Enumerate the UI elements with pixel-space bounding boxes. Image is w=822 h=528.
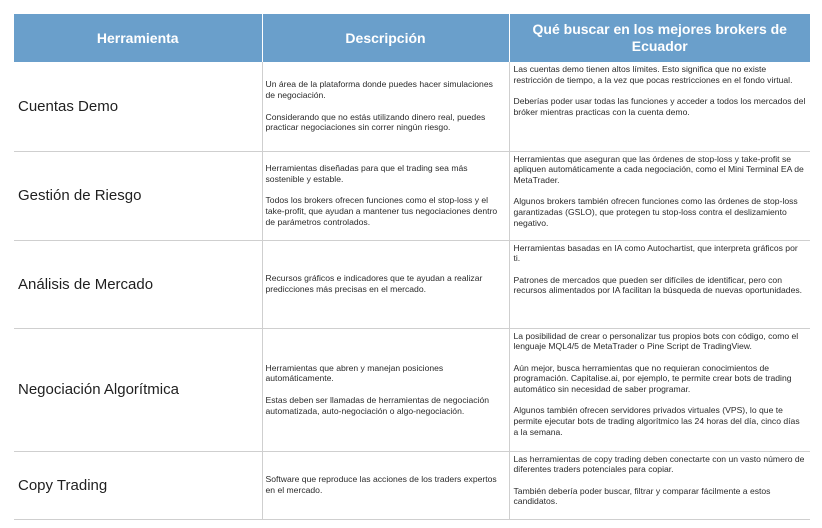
header-tool: Herramienta bbox=[14, 14, 262, 62]
tool-description bbox=[262, 328, 509, 451]
what-paragraph: Las herramientas de copy trading deben conectarte con un vasto número de diferentes traders potenciales para copiar. bbox=[513, 453, 805, 475]
header-what-to-look-for: Qué buscar en los mejores brokers de Ecuador bbox=[509, 14, 810, 62]
description-paragraph: Herramientas que abren y manejan posiciones automáticamente. bbox=[265, 362, 444, 384]
tool-name: Negociación Algorítmica bbox=[14, 328, 262, 451]
comparison-table bbox=[14, 14, 810, 520]
tool-name: Gestión de Riesgo bbox=[14, 151, 262, 240]
header-row bbox=[14, 14, 810, 62]
description-paragraph: Herramientas diseñadas para que el trading sea más sostenible y estable. bbox=[265, 163, 468, 185]
what-paragraph: Deberías poder usar todas las funciones y acceder a todos los mercados del bróker mientras practicas con la cuenta demo. bbox=[513, 96, 806, 117]
description-paragraph: Todos los brokers ofrecen funciones como el stop-loss y el take-profit, que ayudan a mantener tus negociaciones dentro de parámetros controlados. bbox=[265, 195, 498, 227]
what-paragraph: Algunos también ofrecen servidores privados virtuales (VPS), lo que te permite ejecutar bots de trading algorítmico las 24 horas del día, cinco días a la semana. bbox=[513, 405, 800, 438]
table-row bbox=[14, 328, 810, 451]
what-paragraph: Herramientas que aseguran que las órdenes de stop-loss y take-profit se apliquen automáticamente a cada negociación, como el Mini Terminal EA de MetaTrader. bbox=[513, 153, 804, 186]
tool-description bbox=[262, 240, 509, 328]
header-description: Descripción bbox=[262, 14, 509, 62]
tool-what-to-look-for bbox=[509, 151, 810, 240]
what-paragraph: Aún mejor, busca herramientas que no requieran conocimientos de programación. Capitalise.ai, por ejemplo, te permite crear bots de trading automático sin necesidad de saber programar. bbox=[513, 362, 792, 395]
description-paragraph: Recursos gráficos e indicadores que te ayudan a realizar predicciones más precisas en el mercado. bbox=[265, 273, 483, 294]
description-paragraph: Considerando que no estás utilizando dinero real, puedes practicar negociaciones sin correr ningún riesgo. bbox=[265, 111, 486, 133]
table-row bbox=[14, 451, 810, 519]
table-row bbox=[14, 62, 810, 151]
tool-what-to-look-for bbox=[509, 451, 810, 519]
tool-name: Cuentas Demo bbox=[14, 62, 262, 151]
tool-description bbox=[262, 62, 509, 151]
what-paragraph: Algunos brokers también ofrecen funciones como las órdenes de stop-loss garantizadas (GSLO), que protegen tu stop-loss contra el deslizamiento negativo. bbox=[513, 196, 798, 228]
table-row bbox=[14, 151, 810, 240]
table-row bbox=[14, 240, 810, 328]
tool-description bbox=[262, 151, 509, 240]
what-paragraph: Herramientas basadas en IA como Autochartist, que interpreta gráficos por ti. bbox=[513, 242, 798, 264]
tool-name: Análisis de Mercado bbox=[14, 240, 262, 328]
what-paragraph: Patrones de mercados que pueden ser difíciles de identificar, pero con recursos alimentados por IA facilitan la búsqueda de nuevas oportunidades. bbox=[513, 274, 803, 296]
description-paragraph: Software que reproduce las acciones de los traders expertos en el mercado. bbox=[265, 474, 497, 495]
tool-name: Copy Trading bbox=[14, 451, 262, 519]
description-paragraph: Un área de la plataforma donde puedes hacer simulaciones de negociación. bbox=[265, 79, 493, 101]
tool-description bbox=[262, 451, 509, 519]
description-paragraph: Estas deben ser llamadas de herramientas de negociación automatizada, auto-negociación o algo-negociación. bbox=[265, 394, 490, 416]
tool-what-to-look-for bbox=[509, 62, 810, 151]
what-paragraph: También debería poder buscar, filtrar y comparar fácilmente a estos candidatos. bbox=[513, 485, 771, 507]
what-paragraph: Las cuentas demo tienen altos límites. Esto significa que no existe restricción de tiempo, a la vez que pocas restricciones en el fondo virtual. bbox=[513, 64, 793, 85]
tool-what-to-look-for bbox=[509, 328, 810, 451]
tool-what-to-look-for bbox=[509, 240, 810, 328]
what-paragraph: La posibilidad de crear o personalizar tus propios bots con código, como el lenguaje MQL4/5 de MetaTrader o Pine Script de TradingView. bbox=[513, 330, 799, 352]
